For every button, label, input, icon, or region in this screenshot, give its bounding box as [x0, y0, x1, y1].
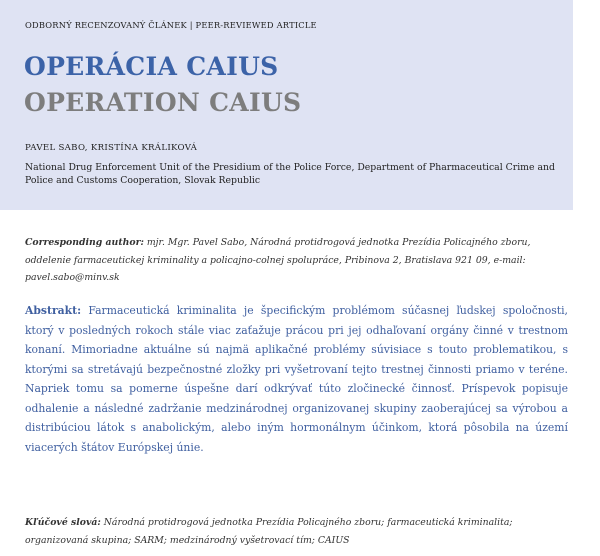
keywords-text: Národná protidrogová jednotka Prezídia Policajného zboru; farmaceutická kriminalita; organizovaná skupina; SARM; medzinárodný vyšetrovací tím; CAIUS	[25, 517, 513, 546]
authors: PAVEL SABO, KRISTÍNA KRÁLIKOVÁ	[25, 143, 198, 153]
abstract-label: Abstrakt:	[25, 304, 82, 317]
abstract-text: Farmaceutická kriminalita je špecifickým problémom súčasnej ľudskej spoločnosti, ktorý v posledných rokoch stále viac zaťažuje prácou pri jej odhaľovaní orgány činné v trestnom konaní. Mimoriadne aktuálne sú najmä aplikačné problémy súvisiace s touto problematikou, s ktorými sa stretávajú bezpečnostné zložky pri vyšetrovaní tejto trestnej činnosti priamo v teréne. Napriek tomu sa pomerne úspešne darí odkrývať túto zločinecké činnosť. Príspevok popisuje odhalenie a následné zadržanie medzinárodnej organizovanej skupiny zaoberajúcej sa výrobou a distribúciou látok s anabolickým, alebo iným hormonálnym účinkom, ktorá pôsobila na území viacerých štátov Európskej únie.	[25, 304, 568, 454]
keywords	[25, 514, 570, 549]
corresponding-author-label: Corresponding author:	[25, 237, 144, 248]
corresponding-author	[25, 234, 570, 287]
article-type-label: ODBORNÝ RECENZOVANÝ ČLÁNEK | PEER-REVIEWED ARTICLE	[25, 20, 317, 30]
abstract	[25, 301, 568, 457]
article-header	[0, 0, 573, 210]
corresponding-author-text: mjr. Mgr. Pavel Sabo, Národná protidrogová jednotka Prezídia Policajného zboru, oddelenie farmaceutickej kriminality a policajno-colnej spolupráce, Pribinova 2, Bratislava 921 09, e-mail: pavel.sabo@minv.sk	[25, 237, 531, 283]
title-english: OPERATION CAIUS	[24, 88, 302, 117]
keywords-label: Kľúčové slová:	[25, 517, 101, 528]
affiliation: National Drug Enforcement Unit of the Presidium of the Police Force, Department of Pharmaceutical Crime and Police and Customs Cooperation, Slovak Republic	[25, 162, 555, 186]
title-slovak: OPERÁCIA CAIUS	[24, 52, 279, 81]
